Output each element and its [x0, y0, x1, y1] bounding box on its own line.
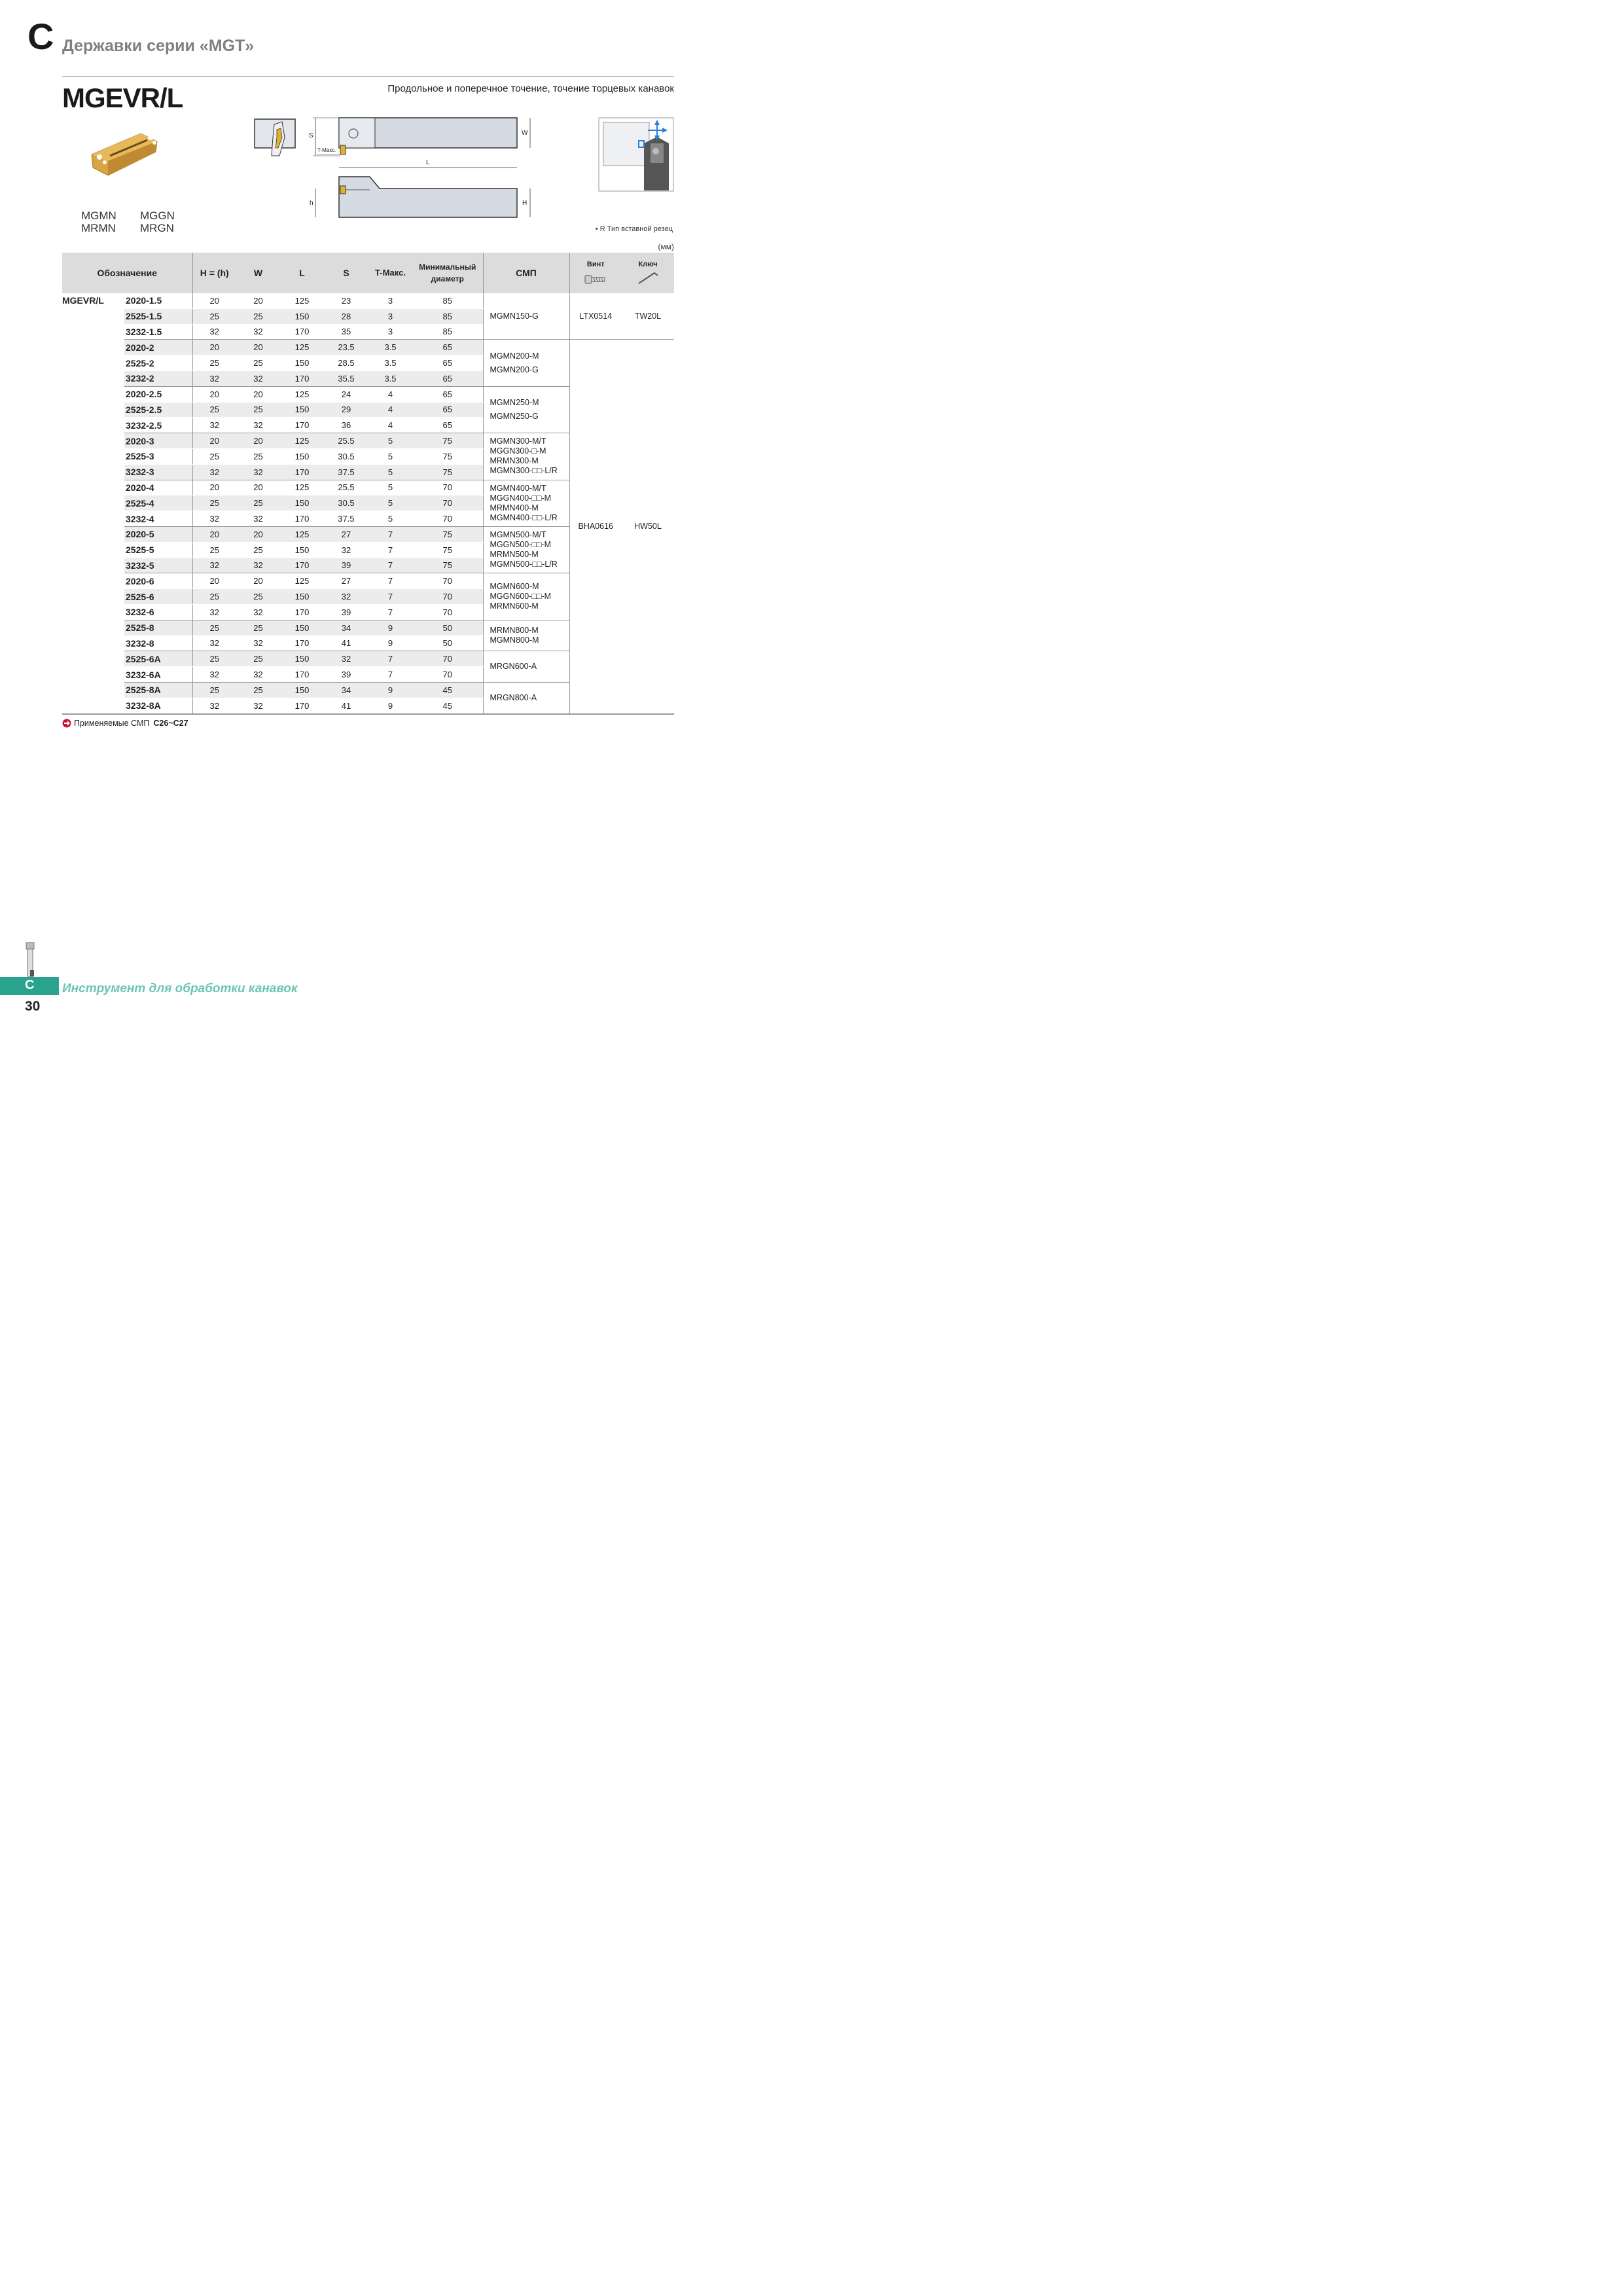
cell-h: 32 [192, 511, 236, 527]
header-w: W [236, 253, 280, 293]
cell-t: 4 [368, 402, 412, 418]
table-header-row [62, 253, 674, 293]
cell-d: 75 [412, 464, 483, 480]
cell-d: 65 [412, 402, 483, 418]
cell-d: 50 [412, 636, 483, 651]
cell-s: 41 [324, 698, 368, 713]
cell-w: 32 [236, 667, 280, 683]
cell-h: 32 [192, 558, 236, 573]
cell-h: 32 [192, 604, 236, 620]
insert-code: MGGN600-□□-M [490, 592, 552, 601]
cell-h: 32 [192, 464, 236, 480]
holder-code: 3232-2.5 [124, 418, 192, 433]
cell-d: 70 [412, 495, 483, 511]
cell-w: 20 [236, 433, 280, 449]
cell-l: 125 [280, 480, 324, 495]
cell-h: 25 [192, 448, 236, 464]
holder-code: 2525-5 [124, 542, 192, 558]
side-view-diagram [308, 174, 537, 221]
insert-type-label: MRMN [81, 222, 116, 234]
insert-type-label: MGGN [140, 209, 175, 222]
insert-cell [483, 620, 569, 651]
cell-d: 65 [412, 355, 483, 371]
cell-h: 25 [192, 589, 236, 605]
insert-code: MRGN600-A [490, 662, 537, 672]
cell-d: 70 [412, 573, 483, 589]
cell-s: 39 [324, 604, 368, 620]
cell-s: 28 [324, 308, 368, 324]
insert-cell [483, 682, 569, 713]
holder-code: 2525-8A [124, 682, 192, 698]
cell-t: 4 [368, 386, 412, 402]
cell-d: 45 [412, 682, 483, 698]
cell-s: 35.5 [324, 370, 368, 386]
cell-w: 32 [236, 558, 280, 573]
cell-s: 34 [324, 682, 368, 698]
cell-h: 25 [192, 620, 236, 636]
footer-section-letter: C [25, 978, 35, 992]
holder-code: 3232-1.5 [124, 324, 192, 340]
holder-code: 2525-1.5 [124, 308, 192, 324]
cell-h: 32 [192, 418, 236, 433]
cell-d: 85 [412, 293, 483, 308]
application-diagram [598, 117, 675, 192]
insert-code: MRMN800-M [490, 626, 539, 636]
insert-cell [483, 340, 569, 386]
cell-l: 150 [280, 355, 324, 371]
cell-s: 32 [324, 589, 368, 605]
holder-code: 3232-2 [124, 370, 192, 386]
cell-w: 32 [236, 370, 280, 386]
cell-w: 32 [236, 324, 280, 340]
cell-t: 7 [368, 526, 412, 542]
cell-w: 25 [236, 542, 280, 558]
cell-t: 9 [368, 698, 412, 713]
cell-w: 32 [236, 604, 280, 620]
holder-code: 3232-6 [124, 604, 192, 620]
cell-h: 20 [192, 293, 236, 308]
cell-h: 25 [192, 682, 236, 698]
cell-s: 34 [324, 620, 368, 636]
cell-t: 3.5 [368, 355, 412, 371]
cell-l: 170 [280, 464, 324, 480]
insert-type-label: MRGN [140, 222, 174, 234]
cell-s: 25.5 [324, 433, 368, 449]
insert-code: MGMN600-M [490, 582, 539, 592]
cell-h: 25 [192, 495, 236, 511]
cell-t: 9 [368, 620, 412, 636]
insert-code: MRGN800-A [490, 692, 537, 702]
cell-h: 20 [192, 526, 236, 542]
cell-d: 65 [412, 418, 483, 433]
section-letter: C [27, 16, 54, 57]
cell-h: 20 [192, 433, 236, 449]
cell-t: 7 [368, 651, 412, 667]
cell-s: 23.5 [324, 340, 368, 355]
header-insert: СМП [483, 253, 569, 293]
cell-t: 3.5 [368, 370, 412, 386]
holder-code: 3232-4 [124, 511, 192, 527]
cell-h: 25 [192, 542, 236, 558]
page-number: 30 [25, 999, 41, 1014]
insert-code: MGMN400-M/T [490, 483, 546, 493]
holder-code: 2020-3 [124, 433, 192, 449]
cell-s: 25.5 [324, 480, 368, 495]
unit-note: (мм) [658, 242, 674, 251]
insert-code: MGMN500-M/T [490, 530, 546, 540]
cell-w: 25 [236, 620, 280, 636]
header-l: L [280, 253, 324, 293]
cell-t: 5 [368, 495, 412, 511]
cell-d: 65 [412, 370, 483, 386]
cell-d: 70 [412, 667, 483, 683]
holder-code: 2020-4 [124, 480, 192, 495]
insert-code: MGMN300-M/T [490, 437, 546, 446]
key-code: TW20L [622, 293, 674, 340]
cell-w: 20 [236, 573, 280, 589]
cell-d: 70 [412, 589, 483, 605]
cell-t: 7 [368, 573, 412, 589]
cell-t: 9 [368, 636, 412, 651]
cell-t: 9 [368, 682, 412, 698]
cell-t: 5 [368, 464, 412, 480]
insert-code: MGMN150-G [490, 311, 539, 321]
cell-l: 125 [280, 573, 324, 589]
insert-cell [483, 573, 569, 620]
screw-icon [584, 270, 607, 285]
cell-t: 3.5 [368, 340, 412, 355]
holder-code: 2525-6 [124, 589, 192, 605]
cell-w: 25 [236, 651, 280, 667]
cell-w: 25 [236, 589, 280, 605]
insert-code: MRMN300-M [490, 456, 539, 466]
cell-d: 85 [412, 324, 483, 340]
holder-code: 2020-5 [124, 526, 192, 542]
cell-d: 75 [412, 433, 483, 449]
cell-s: 37.5 [324, 464, 368, 480]
r-type-note: • R Тип вставной резец [595, 225, 673, 233]
tool-thumbnail-icon [24, 941, 38, 978]
spec-table [62, 253, 674, 714]
insert-cell [483, 480, 569, 526]
cell-t: 3 [368, 324, 412, 340]
insert-code: MRMN600-M [490, 601, 539, 611]
holder-code: 2020-1.5 [124, 293, 192, 308]
cell-t: 3 [368, 308, 412, 324]
cell-l: 170 [280, 604, 324, 620]
key-code: HW50L [622, 340, 674, 713]
cell-h: 20 [192, 386, 236, 402]
cell-h: 25 [192, 355, 236, 371]
cell-t: 7 [368, 542, 412, 558]
table-row [62, 340, 674, 355]
cell-w: 32 [236, 511, 280, 527]
insert-code: MRMN500-M [490, 550, 539, 560]
cell-d: 75 [412, 448, 483, 464]
cell-l: 150 [280, 402, 324, 418]
insert-code: MGMN200-M [490, 351, 539, 361]
holder-code: 2525-8 [124, 620, 192, 636]
cell-s: 24 [324, 386, 368, 402]
dim-label-s: S [309, 132, 313, 139]
insert-code: MGGN400-□□-M [490, 493, 552, 503]
cell-s: 35 [324, 324, 368, 340]
cell-l: 170 [280, 370, 324, 386]
holder-code: 3232-3 [124, 464, 192, 480]
cell-h: 20 [192, 573, 236, 589]
cell-d: 65 [412, 386, 483, 402]
insert-code: MGGN500-□□-M [490, 540, 552, 550]
insert-cell [483, 526, 569, 573]
holder-code: 2525-3 [124, 448, 192, 464]
dim-label-w: W [522, 130, 528, 137]
cell-l: 125 [280, 433, 324, 449]
insert-cell [483, 386, 569, 433]
insert-code: MRMN400-M [490, 503, 539, 512]
cell-t: 5 [368, 480, 412, 495]
cell-t: 5 [368, 511, 412, 527]
dim-label-l: L [426, 159, 430, 166]
cell-s: 39 [324, 667, 368, 683]
screw-code: BHA0616 [569, 340, 622, 713]
cell-s: 30.5 [324, 495, 368, 511]
page-subtitle: Продольное и поперечное точение, точение торцевых канавок [387, 83, 674, 94]
header-min-diameter: Минимальный диаметр [412, 253, 483, 293]
applicable-inserts-note: Применяемые СМП C26~C27 [62, 719, 188, 728]
cell-t: 7 [368, 589, 412, 605]
insert-code: MGMN500-□□-L/R [490, 560, 558, 569]
header-key: Ключ [622, 253, 674, 293]
cell-w: 25 [236, 355, 280, 371]
cell-s: 27 [324, 573, 368, 589]
cell-w: 25 [236, 448, 280, 464]
cell-l: 170 [280, 558, 324, 573]
cell-d: 70 [412, 651, 483, 667]
key-icon [636, 270, 660, 285]
holder-code: 2020-6 [124, 573, 192, 589]
cell-h: 32 [192, 667, 236, 683]
cell-h: 20 [192, 340, 236, 355]
cell-s: 36 [324, 418, 368, 433]
cell-l: 150 [280, 495, 324, 511]
cell-t: 5 [368, 433, 412, 449]
cell-w: 20 [236, 340, 280, 355]
cell-l: 150 [280, 448, 324, 464]
insert-cell [483, 651, 569, 683]
header-screw: Винт [569, 253, 622, 293]
cell-d: 65 [412, 340, 483, 355]
cell-h: 25 [192, 651, 236, 667]
cell-l: 170 [280, 636, 324, 651]
cell-l: 125 [280, 293, 324, 308]
insert-code: MGMN250-G [490, 411, 539, 421]
cell-l: 125 [280, 386, 324, 402]
cell-l: 150 [280, 542, 324, 558]
header-designation: Обозначение [62, 253, 192, 293]
cell-w: 25 [236, 682, 280, 698]
cell-l: 125 [280, 340, 324, 355]
cell-d: 75 [412, 558, 483, 573]
header-h: H = (h) [192, 253, 236, 293]
footer-title: Инструмент для обработки канавок [62, 982, 298, 996]
cell-h: 25 [192, 402, 236, 418]
cell-w: 32 [236, 418, 280, 433]
insert-code: MGMN250-M [490, 397, 539, 407]
insert-code: MGGN300-□-M [490, 446, 546, 456]
insert-cell [483, 293, 569, 340]
cell-h: 32 [192, 636, 236, 651]
dim-label-h-large: H [522, 200, 527, 207]
cell-s: 39 [324, 558, 368, 573]
cell-d: 50 [412, 620, 483, 636]
cell-d: 70 [412, 480, 483, 495]
cell-w: 25 [236, 495, 280, 511]
insert-cell [483, 433, 569, 480]
holder-code: 2020-2.5 [124, 386, 192, 402]
cell-d: 75 [412, 526, 483, 542]
cell-h: 32 [192, 698, 236, 713]
cell-s: 27 [324, 526, 368, 542]
cell-t: 7 [368, 558, 412, 573]
cell-l: 170 [280, 511, 324, 527]
cell-d: 85 [412, 308, 483, 324]
series-label: MGEVR/L [62, 293, 124, 713]
cell-l: 150 [280, 651, 324, 667]
cell-t: 7 [368, 667, 412, 683]
cell-s: 37.5 [324, 511, 368, 527]
cell-d: 75 [412, 542, 483, 558]
cell-w: 32 [236, 636, 280, 651]
cell-w: 20 [236, 480, 280, 495]
top-view-diagram [308, 115, 537, 174]
screw-code: LTX0514 [569, 293, 622, 340]
cell-h: 32 [192, 324, 236, 340]
cell-s: 32 [324, 542, 368, 558]
cell-h: 20 [192, 480, 236, 495]
holder-code: 3232-8 [124, 636, 192, 651]
cell-s: 29 [324, 402, 368, 418]
insert-image [85, 128, 164, 187]
arrow-circle-icon [62, 719, 71, 728]
cell-w: 20 [236, 526, 280, 542]
insert-code: MGMN800-M [490, 636, 539, 645]
table-bottom-rule [62, 713, 674, 715]
cell-t: 3 [368, 293, 412, 308]
insert-code: MGMN400-□□-L/R [490, 512, 558, 522]
cell-h: 25 [192, 308, 236, 324]
cell-w: 32 [236, 464, 280, 480]
holder-code: 2525-2.5 [124, 402, 192, 418]
cell-l: 170 [280, 418, 324, 433]
cell-s: 28.5 [324, 355, 368, 371]
insert-code: MGMN200-G [490, 365, 539, 374]
model-title: MGEVR/L [62, 82, 183, 113]
holder-code: 2525-2 [124, 355, 192, 371]
cell-w: 25 [236, 402, 280, 418]
table-row [62, 293, 674, 308]
cell-t: 4 [368, 418, 412, 433]
cell-l: 150 [280, 682, 324, 698]
cell-s: 30.5 [324, 448, 368, 464]
cell-l: 170 [280, 324, 324, 340]
cell-d: 45 [412, 698, 483, 713]
cell-l: 170 [280, 667, 324, 683]
holder-code: 2525-4 [124, 495, 192, 511]
header-s: S [324, 253, 368, 293]
cell-s: 32 [324, 651, 368, 667]
cell-s: 41 [324, 636, 368, 651]
section-title: Державки серии «MGT» [62, 37, 255, 55]
holder-code: 3232-8A [124, 698, 192, 713]
cell-w: 25 [236, 308, 280, 324]
dim-label-tmax: T-Макс. [317, 147, 336, 153]
cell-l: 150 [280, 620, 324, 636]
cell-t: 5 [368, 448, 412, 464]
holder-code: 2525-6A [124, 651, 192, 667]
cell-l: 150 [280, 308, 324, 324]
cell-d: 70 [412, 604, 483, 620]
cell-l: 170 [280, 698, 324, 713]
cell-t: 7 [368, 604, 412, 620]
cell-h: 32 [192, 370, 236, 386]
cell-l: 150 [280, 589, 324, 605]
cell-w: 20 [236, 293, 280, 308]
holder-code: 3232-6A [124, 667, 192, 683]
cell-w: 32 [236, 698, 280, 713]
holder-code: 3232-5 [124, 558, 192, 573]
header-t: T-Макс. [368, 253, 412, 293]
cell-s: 23 [324, 293, 368, 308]
header-divider [62, 76, 674, 77]
dim-label-h-small: h [310, 200, 313, 207]
cell-l: 125 [280, 526, 324, 542]
holder-code: 2020-2 [124, 340, 192, 355]
end-view-diagram [253, 118, 299, 158]
cell-w: 20 [236, 386, 280, 402]
insert-type-label: MGMN [81, 209, 116, 222]
cell-d: 70 [412, 511, 483, 527]
insert-code: MGMN300-□□-L/R [490, 466, 558, 476]
